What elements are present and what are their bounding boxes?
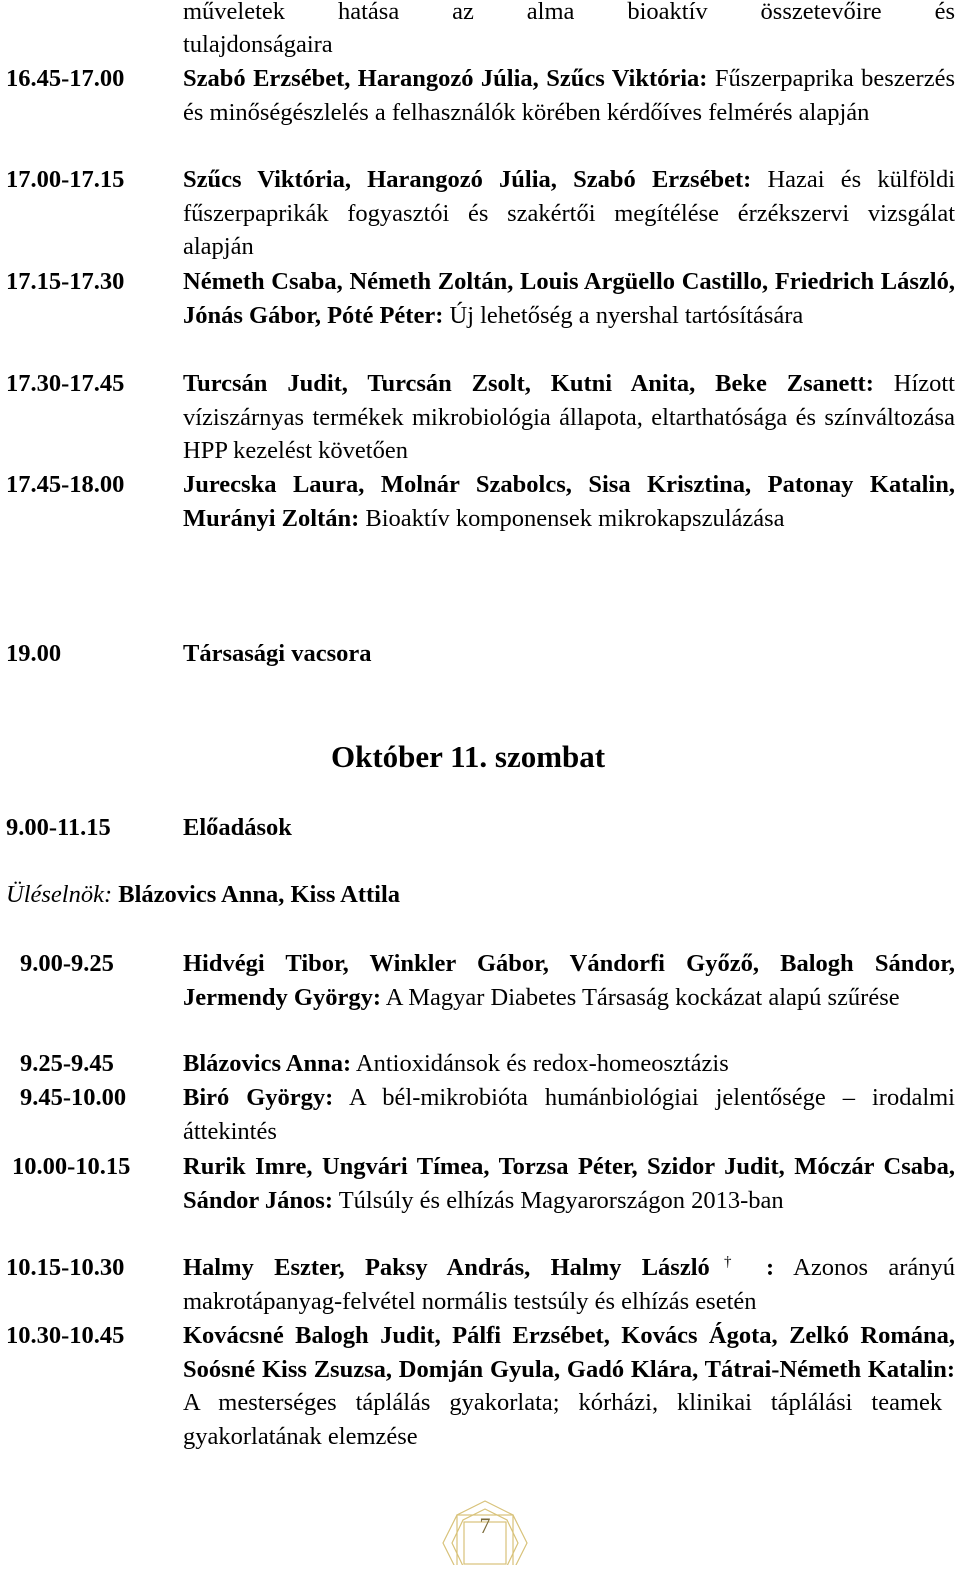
talk-title: Túlsúly és elhízás Magyarországon 2013-ban (333, 1186, 784, 1214)
talk-authors: Kovácsné Balogh Judit, Pálfi Erzsébet, Kovács Ágota, Zelkó Romána, Soósné Kiss Zsuzsa, Domján Gyula, Gadó Klára, Tátrai-Németh Katalin: (183, 1322, 955, 1383)
talk-entry (183, 1319, 955, 1453)
talk-entry (183, 1150, 955, 1217)
talk-time: 17.00-17.15 (6, 166, 125, 193)
continuation-line-2: tulajdonságaira (183, 31, 333, 58)
dagger-mark: † (709, 1253, 746, 1270)
talk-authors: Szűcs Viktória, Harangozó Júlia, Szabó Erzsébet: (183, 166, 752, 193)
day-heading: Október 11. szombat (331, 739, 606, 774)
talk-entry (183, 468, 955, 535)
dinner-label: Társasági vacsora (183, 640, 372, 667)
talk-authors: Rurik Imre, Ungvári Tímea, Torzsa Péter, Szidor Judit, Móczár Csaba, Sándor János: (183, 1153, 955, 1214)
talk-authors: Blázovics Anna: (183, 1050, 352, 1077)
talk-title: Hízott víziszárnyas termékek mikrobiológia állapota, eltarthatósága és színváltozása HPP kezelést követően (183, 370, 955, 464)
talk-title: Azonos arányú makrotápanyag-felvétel normális testsúly és elhízás esetén (183, 1254, 955, 1315)
talk-entry (183, 367, 955, 468)
page-number-badge (435, 1497, 535, 1565)
page-number: 7 (479, 1513, 491, 1538)
talk-title: Bioaktív komponensek mikrokapszulázása (359, 504, 785, 532)
talk-entry (183, 1047, 955, 1081)
talk-time: 17.15-17.30 (6, 268, 125, 295)
talk-authors: Németh Csaba, Németh Zoltán, Louis Argüello Castillo, Friedrich László, Jónás Gábor, Póté Péter: (183, 268, 955, 329)
talk-authors-end: : (745, 1254, 775, 1281)
talk-entry (183, 62, 955, 129)
talk-title: A bél-mikrobióta humánbiológiai jelentősége – irodalmi áttekintés (183, 1084, 955, 1145)
talk-time: 10.15-10.30 (6, 1254, 125, 1281)
talk-entry (183, 947, 955, 1014)
talk-entry (183, 163, 955, 264)
session-time: 9.00-11.15 (6, 814, 111, 841)
talk-entry (183, 265, 955, 332)
session-label: Előadások (183, 814, 292, 841)
talk-title: A mesterséges táplálás gyakorlata; kórházi, klinikai táplálási teamek gyakorlatának elemzése (183, 1389, 943, 1450)
talk-authors: Halmy Eszter, Paksy András, Halmy László (183, 1254, 710, 1281)
talk-time: 9.45-10.00 (20, 1084, 127, 1111)
session-chairs (6, 878, 400, 912)
talk-authors: Biró György: (183, 1084, 334, 1111)
talk-authors: Jurecska Laura, Molnár Szabolcs, Sisa Krisztina, Patonay Katalin, Murányi Zoltán: (183, 471, 955, 532)
talk-authors: Hidvégi Tibor, Winkler Gábor, Vándorfi Győző, Balogh Sándor, Jermendy György: (183, 950, 955, 1011)
talk-time: 17.45-18.00 (6, 471, 125, 498)
dinner-time: 19.00 (6, 640, 62, 667)
talk-time: 10.30-10.45 (6, 1322, 125, 1349)
talk-authors: Turcsán Judit, Turcsán Zsolt, Kutni Anita, Beke Zsanett: (183, 370, 874, 397)
talk-title: Hazai és külföldi fűszerpaprikák fogyasztói és szakértői megítélése érzékszervi vizsgálat alapján (183, 166, 955, 260)
talk-entry (183, 1081, 955, 1148)
talk-authors: Szabó Erzsébet, Harangozó Júlia, Szűcs Viktória: (183, 65, 708, 92)
chairs-label: Üléselnök: (6, 881, 113, 908)
talk-title: A Magyar Diabetes Társaság kockázat alapú szűrése (381, 983, 900, 1011)
talk-title: Új lehetőség a nyershal tartósítására (443, 301, 804, 329)
talk-time: 17.30-17.45 (6, 370, 125, 397)
talk-time: 9.25-9.45 (20, 1050, 114, 1077)
talk-title: Fűszerpaprika beszerzés és minőségészlelés a felhasználók körében kérdőíves felmérés alapján (183, 65, 955, 126)
talk-entry (183, 1251, 955, 1318)
chairs-names: Blázovics Anna, Kiss Attila (112, 881, 401, 908)
talk-title: Antioxidánsok és redox-homeosztázis (351, 1050, 729, 1077)
talk-time: 9.00-9.25 (20, 950, 114, 977)
talk-time: 10.00-10.15 (12, 1153, 131, 1180)
talk-time: 16.45-17.00 (6, 65, 125, 92)
continuation-line-1: műveletek hatása az alma bioaktív összetevőire és (183, 0, 955, 25)
